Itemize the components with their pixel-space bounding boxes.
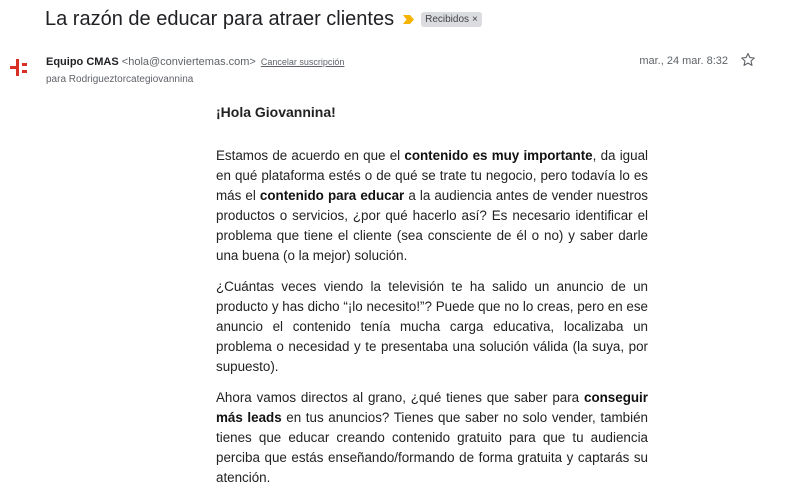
sender-name[interactable]: Equipo CMAS: [46, 56, 119, 68]
email-greeting: ¡Hola Giovannina!: [216, 104, 336, 120]
email-date: mar., 24 mar. 8:32: [639, 55, 728, 67]
paragraph-text: ¿Cuántas veces viendo la televisión te ha salido un anuncio de un producto y has dicho “¡lo necesito!”? Puede que no lo creas, pero en ese anuncio el contenido tenía mucha carga educativa, localizaba un problema o necesidad y te presentaba una solución válida (la suya, por supuesto).: [216, 279, 648, 374]
label-chip-inbox: [421, 12, 482, 27]
paragraph-text: , da igual en qué plataforma estés o de qué se trate tu negocio, pero todavía lo es más el: [216, 148, 648, 203]
paragraph-text: a la audiencia antes de vender nuestros productos o servicios, ¿por qué hacerlo así? Es necesario identificar el problema que tiene el cliente (sea consciente de él o no) y saber darle una buena (o la mejor) solución.: [216, 188, 648, 263]
email-subject: La razón de educar para atraer clientes: [45, 8, 395, 30]
unsubscribe-link[interactable]: Cancelar suscripción: [260, 57, 345, 67]
body-paragraph: [216, 146, 648, 266]
label-chip-text: Recibidos: [425, 14, 470, 25]
cmas-logo-icon: [8, 57, 30, 79]
body-paragraph: [216, 388, 648, 488]
email-body: [216, 102, 648, 499]
subject-row: [45, 8, 482, 31]
paragraph-text: Estamos de acuerdo en que el: [216, 148, 405, 163]
recipient-line[interactable]: para Rodrigueztorcategiovannina: [46, 74, 194, 85]
remove-label-button[interactable]: ×: [472, 14, 478, 25]
paragraph-bold: conseguir más leads: [216, 390, 648, 425]
body-paragraph: [216, 277, 648, 377]
importance-marker-icon[interactable]: [402, 13, 415, 26]
paragraph-bold: contenido para educar: [259, 188, 405, 203]
paragraph-bold: contenido es muy importante: [404, 148, 593, 163]
paragraph-text: Ahora vamos directos al grano, ¿qué tienes que saber para: [216, 390, 584, 405]
sender-block: [46, 55, 344, 87]
star-icon[interactable]: [740, 52, 756, 68]
paragraph-text: en tus anuncios? Tienes que saber no solo vender, también tienes que educar creando contenido gratuito para que tu audiencia perciba que estás enseñando/formando de forma gratuita y captarás su atención.: [216, 410, 648, 485]
sender-email: <hola@conviertemas.com>: [121, 56, 256, 68]
